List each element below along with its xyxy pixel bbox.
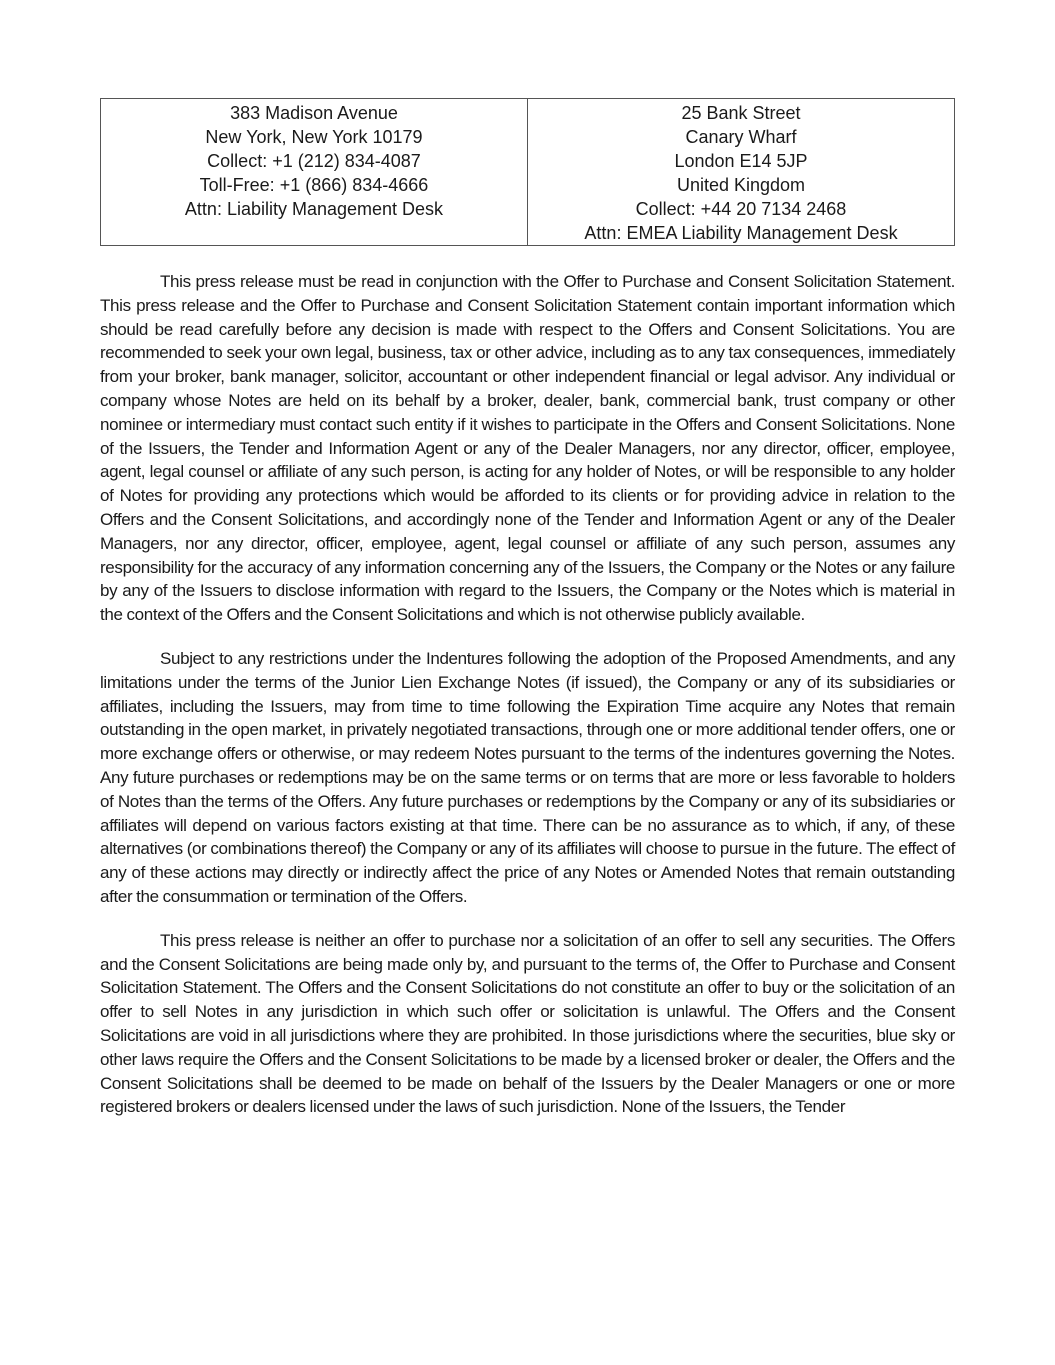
- address-line: New York, New York 10179: [205, 127, 423, 147]
- address-line: Toll-Free: +1 (866) 834-4666: [199, 175, 429, 195]
- address-line: 25 Bank Street: [681, 103, 801, 123]
- address-cell-london: [528, 99, 955, 246]
- body-paragraph-no-offer: This press release is neither an offer to purchase nor a solicitation of an offer to sell any securities. The Offers and the Consent Solicitations are being made only by, and pursuant to the terms of, the Offer to Purchase and Consent Solicitation Statement. The Offers and the Consent Solicitations do not constitute an offer to buy or the solicitation of an offer to sell Notes in any jurisdiction in which such offer or solicitation is unlawful. The Offers and the Consent Solicitations are void in all jurisdictions where they are prohibited. In those jurisdictions where the securities, blue sky or other laws require the Offers and the Consent Solicitations to be made by a licensed broker or dealer, the Offers and the Consent Solicitations shall be deemed to be made on behalf of the Issuers by the Dealer Managers or one or more registered brokers or dealers licensed under the laws of such jurisdiction. None of the Issuers, the Tender: [100, 930, 955, 1117]
- address-line: London E14 5JP: [674, 151, 808, 171]
- address-line: Collect: +44 20 7134 2468: [635, 199, 847, 219]
- body-paragraph-future-purchases: Subject to any restrictions under the Indentures following the adoption of the Proposed Amendments, and any limitations under the terms of the Junior Lien Exchange Notes (if issued), the Company or any of its subsidiaries or affiliates, including the Issuers, may from time to time following the Expiration Time acquire any Notes that remain outstanding in the open market, in privately negotiated transactions, through one or more additional tender offers, one or more exchange offers or otherwise, or may redeem Notes pursuant to the terms of the indentures governing the Notes. Any future purchases or redemptions may be on the same terms or on terms that are more or less favorable to holders of Notes than the terms of the Offers. Any future purchases or redemptions by the Company or any of its subsidiaries or affiliates will depend on various factors existing at that time. There can be no assurance as to which, if any, of these alternatives (or combinations thereof) the Company or any of its affiliates will choose to pursue in the future. The effect of any of these actions may directly or indirectly affect the price of any Notes or Amended Notes that remain outstanding after the consummation or termination of the Offers.: [100, 648, 955, 906]
- address-line: United Kingdom: [676, 175, 806, 195]
- address-table: [100, 98, 955, 246]
- address-line: Canary Wharf: [685, 127, 797, 147]
- address-line: 383 Madison Avenue: [230, 103, 398, 123]
- body-paragraph-disclaimer: This press release must be read in conjunction with the Offer to Purchase and Consent Solicitation Statement. This press release and the Offer to Purchase and Consent Solicitation Statement contain important information which should be read carefully before any decision is made with respect to the Offers and Consent Solicitations. You are recommended to seek your own legal, business, tax or other advice, including as to any tax consequences, immediately from your broker, bank manager, solicitor, accountant or other independent financial or legal advisor. Any individual or company whose Notes are held on its behalf by a broker, dealer, bank, commercial bank, trust company or other nominee or intermediary must contact such entity if it wishes to participate in the Offers and Consent Solicitations. None of the Issuers, the Tender and Information Agent or any of the Dealer Managers, nor any director, officer, employee, agent, legal counsel or affiliate of any such person, is acting for any holder of Notes, or will be responsible to any holder of Notes for providing any protections which would be afforded to its clients or for providing advice in relation to the Offers and the Consent Solicitations, and accordingly none of the Tender and Information Agent or any of the Dealer Managers, nor any director, officer, employee, agent, legal counsel or affiliate of any such person, assumes any responsibility for the accuracy of any information concerning any of the Issuers, the Company or the Notes or any failure by any of the Issuers to disclose information with regard to the Issuers, the Company or the Notes which is material in the context of the Offers and the Consent Solicitations and which is not otherwise publicly available.: [100, 272, 955, 625]
- address-cell-new-york: [101, 99, 528, 246]
- address-line: Collect: +1 (212) 834-4087: [207, 151, 421, 171]
- document-page: [100, 98, 955, 1119]
- address-line: Attn: EMEA Liability Management Desk: [584, 223, 898, 243]
- address-line: Attn: Liability Management Desk: [184, 199, 444, 219]
